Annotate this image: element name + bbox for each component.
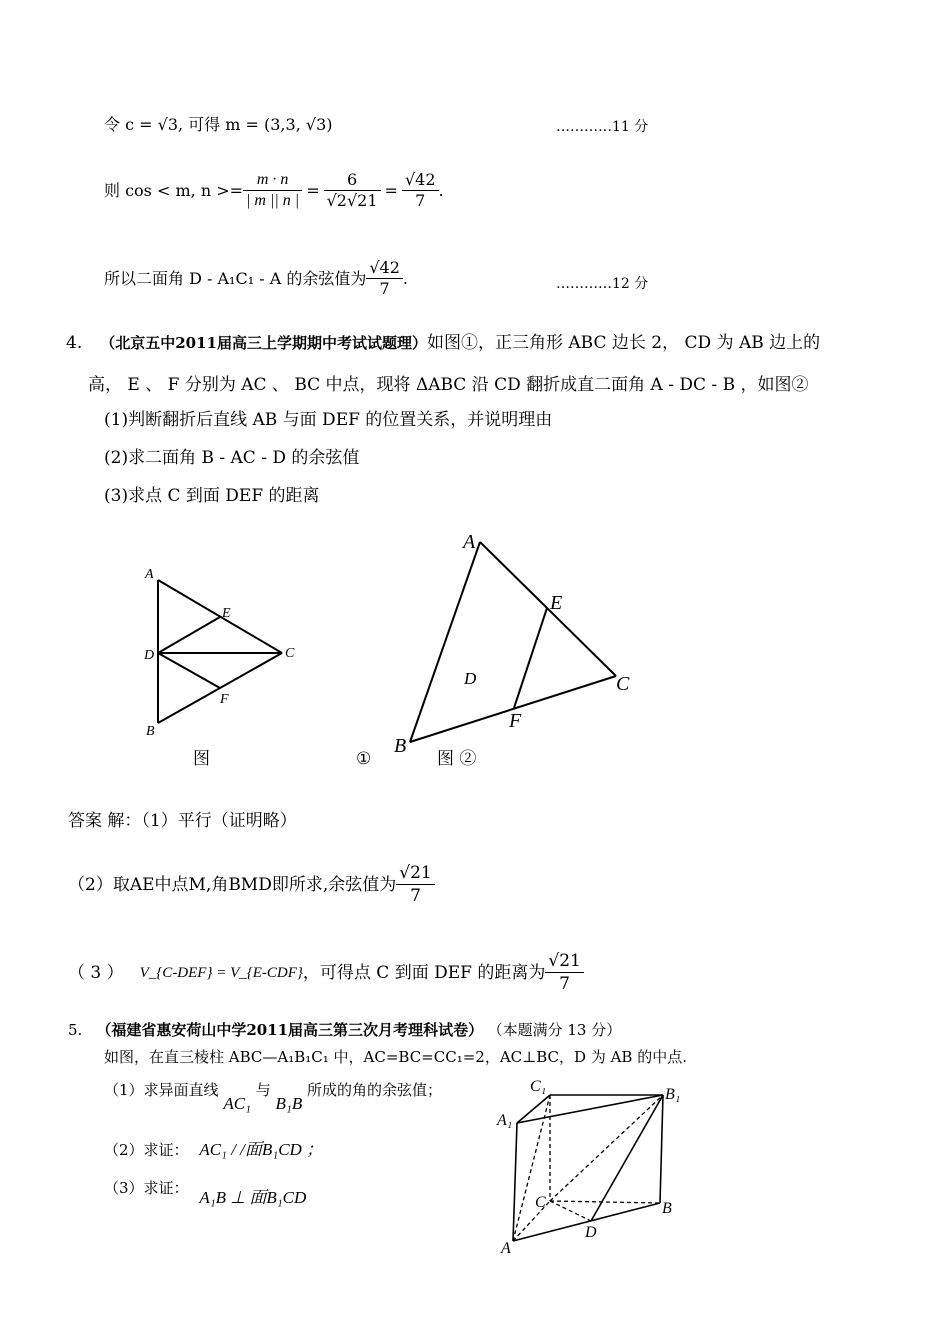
prism-label-b: B <box>662 1200 672 1217</box>
prism-edge-c-d <box>550 1201 591 1221</box>
prism-edge-c-b1 <box>550 1095 663 1201</box>
fig2-label-b: B <box>394 735 407 757</box>
q4-sub1: (1)判断翻折后直线 AB 与面 DEF 的位置关系，并说明理由 <box>104 410 553 430</box>
prism-figure <box>495 1075 705 1265</box>
figure-1 <box>140 565 320 745</box>
fig2-edge-ac <box>480 542 616 676</box>
line-let-c: 令 c = √3, 可得 m = (3,3, √3) <box>104 115 333 134</box>
fig2-label-d: D <box>464 669 477 688</box>
fig1-label-f: F <box>220 692 229 707</box>
q4-line2: 高， E 、 F 分别为 AC 、 BC 中点，现将 ΔABC 沿 CD 翻折成直二面角 A - DC - B ，如图② <box>88 375 809 395</box>
prism-label-a: A <box>501 1240 511 1257</box>
q5-sub3: （3）求证： A₁B ⊥ 面B₁CD <box>104 1179 307 1207</box>
prism-edge-a1-b1 <box>517 1095 663 1123</box>
prism-edge-c-b <box>550 1201 660 1203</box>
fig2-label-f: F <box>509 710 522 732</box>
prism-label-b1: B₁ <box>665 1086 681 1103</box>
fig1-label-d: D <box>144 648 155 663</box>
prism-edge-a-c1 <box>513 1095 550 1241</box>
fig1-label-b: B <box>146 724 155 739</box>
q5-source: （福建省惠安荷山中学2011届高三第三次月考理科试卷） <box>96 1021 484 1039</box>
score-12: …………12 分 <box>556 276 649 292</box>
fig2-edge-bc <box>410 676 616 742</box>
fig1-edge-de <box>158 617 220 653</box>
answer-3-mid: ，可得点 C 到面 DEF 的距离为 <box>302 962 546 983</box>
answer-1: 答案 解：（1）平行（证明略） <box>68 811 297 831</box>
q5-sub1: （1）求异面直线 AC₁ 与 B₁B 所成的角的余弦值； <box>104 1081 443 1113</box>
fig1-mark: ① <box>356 749 372 769</box>
fig1-label-a: A <box>145 567 154 582</box>
fig2-edge-ef <box>514 608 547 708</box>
q5-number: 5. <box>68 1021 83 1039</box>
q5-sub2: （2）求证： AC₁ / /面B₁CD ； <box>104 1140 324 1159</box>
prism-label-c: C <box>535 1194 546 1211</box>
fig2-label-e: E <box>550 592 563 614</box>
prism-label-a1: A₁ <box>497 1112 513 1129</box>
score-11: …………11 分 <box>556 119 649 135</box>
fig2-label-c: C <box>616 673 630 695</box>
dihedral-prefix: 所以二面角 D - A₁C₁ - A 的余弦值为 <box>104 268 367 288</box>
q4-text1: 如图①，正三角形 ABC 边长 2， CD 为 AB 边上的 <box>427 333 821 353</box>
q4-line1 <box>66 332 820 354</box>
answer-2 <box>68 862 435 907</box>
answer-3-prefix: （ 3 ） <box>68 962 124 983</box>
q4-sub2: (2)求二面角 B - AC - D 的余弦值 <box>104 448 360 468</box>
answer-3-formula: V_{C-DEF} = V_{E-CDF} <box>139 964 303 981</box>
prism-edge-a1-a <box>513 1123 517 1241</box>
q5-line1 <box>68 1020 621 1040</box>
prism-label-c1: C₁ <box>530 1078 547 1095</box>
fig1-label-c: C <box>285 646 295 661</box>
fraction-sqrt42-b: $\frac{√42}{7}$ <box>366 258 403 299</box>
line-cos: 则 cos < m, n >= $\frac{m \cdot n}{| m || n |}$ = $\frac{6}{√2√21}$ = $\frac{√42}{7}$ . <box>104 170 444 210</box>
q4-number: 4. <box>66 333 83 353</box>
fig1-label-e: E <box>222 606 231 621</box>
q5-score-note: （本题满分 13 分） <box>495 1021 622 1039</box>
q4-sub3: (3)求点 C 到面 DEF 的距离 <box>104 486 320 506</box>
q5-intro: 如图，在直三棱柱 ABC—A₁B₁C₁ 中，AC=BC=CC₁=2，AC⊥BC，D 为 AB 的中点. <box>104 1048 687 1066</box>
fig2-edge-ab <box>410 542 480 742</box>
fig2-caption: 图 ② <box>437 749 477 769</box>
prism-edge-a1-c1 <box>517 1095 550 1123</box>
fraction-sqrt42-a: $\frac{√42}{7}$ <box>402 170 439 211</box>
fig1-edge-df <box>158 653 220 688</box>
fraction-mn: $\frac{m \cdot n}{| m || n |}$ <box>243 170 302 211</box>
figure-2 <box>390 530 650 760</box>
fraction-6: $\frac{6}{√2√21}$ <box>324 170 381 211</box>
fraction-sqrt21-a: $\frac{√21}{7}$ <box>396 862 434 907</box>
answer-2-prefix: （2）取AE中点M,角BMD即所求,余弦值为 <box>68 874 397 895</box>
prism-label-d: D <box>585 1224 597 1241</box>
line-dihedral: 所以二面角 D - A₁C₁ - A 的余弦值为 $\frac{√42}{7}$ . <box>104 258 408 298</box>
fig1-caption: 图 <box>193 749 210 769</box>
fraction-sqrt21-b: $\frac{√21}{7}$ <box>545 950 583 995</box>
fig2-label-a: A <box>463 531 476 553</box>
cos-prefix: 则 cos < m, n >= <box>104 180 244 200</box>
prism-edge-b1-b <box>660 1095 663 1203</box>
answer-3 <box>68 950 584 995</box>
q4-source: （北京五中2011届高三上学期期中考试试题理） <box>100 334 427 352</box>
